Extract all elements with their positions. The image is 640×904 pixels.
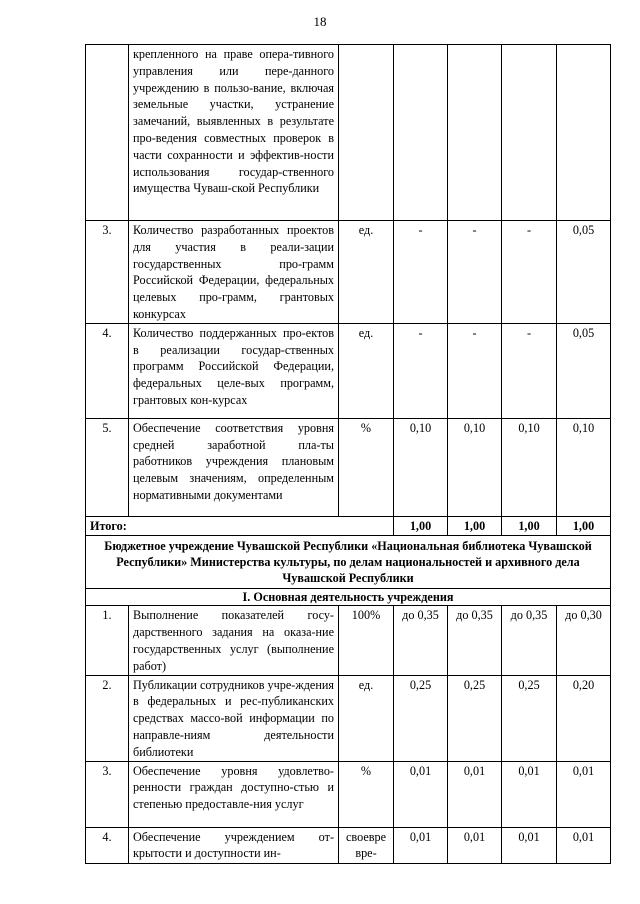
value-cell [394,45,448,221]
institution-heading-row [86,535,611,589]
page-number: 18 [313,14,327,29]
row-number: 3. [86,761,129,827]
table-row [86,827,611,863]
total-row [86,516,611,535]
table-row [86,323,611,418]
value-cell [557,45,611,221]
section-heading: I. Основная деятельность учреждения [86,589,611,606]
value-cell: 0,01 [394,761,448,827]
value-cell: - [394,221,448,324]
institution-heading: Бюджетное учреждение Чувашской Республики «Национальная библиотека Чувашской Республики» Министерства культуры, по делам национальностей и архивного дела Чувашской Республики [86,535,611,589]
table-row [86,418,611,516]
section-heading-row [86,589,611,606]
value-cell [502,45,557,221]
total-value: 1,00 [448,516,502,535]
criterion-name: Выполнение показателей госу-дарственного задания на оказа-ние государственных услуг (выполнение работ) [129,606,339,675]
value-cell: - [394,323,448,418]
table-row [86,675,611,761]
value-cell: 0,01 [394,827,448,863]
table-row [86,761,611,827]
unit-cell: своевре вре- [339,827,394,863]
value-cell: 0,25 [394,675,448,761]
row-number: 5. [86,418,129,516]
total-value: 1,00 [502,516,557,535]
value-cell: до 0,35 [502,606,557,675]
value-cell: 0,25 [448,675,502,761]
value-cell: 0,01 [557,761,611,827]
table-row [86,45,611,221]
total-value: 1,00 [557,516,611,535]
value-cell: - [448,221,502,324]
criteria-table [85,44,611,864]
criterion-name: Публикации сотрудников учре-ждения в федеральных и рес-публиканских средствах массо-вой информации по направле-ниям деятельности библиотеки [129,675,339,761]
criterion-name: Обеспечение соответствия уровня средней заработной пла-ты работников учреждения плановым целевым значениям, определенным нормативными документами [129,418,339,516]
unit-cell: % [339,761,394,827]
value-cell: 0,05 [557,323,611,418]
value-cell: 0,01 [557,827,611,863]
criterion-name: Количество поддержанных про-ектов в реализации государ-ственных программ Российской Федерации, федеральных целе-вых программ, грантовых кон-курсах [129,323,339,418]
row-number: 4. [86,827,129,863]
value-cell [448,45,502,221]
criterion-name: крепленного на праве опера-тивного управления или пере-данного учреждению в пользо-вание, включая земельные участки, устранение замечаний, выявленных в результате про-ведения совместных проверок в части сохранности и эффектив-ности использования государ-ственного имущества Чуваш-ской Республики [129,45,339,221]
value-cell: 0,10 [394,418,448,516]
value-cell: - [502,323,557,418]
table-row [86,606,611,675]
value-cell: - [448,323,502,418]
total-label: Итого: [86,516,394,535]
unit-cell: ед. [339,675,394,761]
value-cell: 0,25 [502,675,557,761]
total-value: 1,00 [394,516,448,535]
value-cell: 0,01 [448,827,502,863]
row-number [86,45,129,221]
value-cell: 0,20 [557,675,611,761]
row-number: 4. [86,323,129,418]
unit-cell: ед. [339,221,394,324]
value-cell: до 0,30 [557,606,611,675]
row-number: 1. [86,606,129,675]
unit-cell [339,45,394,221]
value-cell: 0,10 [448,418,502,516]
value-cell: до 0,35 [448,606,502,675]
unit-cell: ед. [339,323,394,418]
value-cell: до 0,35 [394,606,448,675]
value-cell: 0,10 [557,418,611,516]
row-number: 3. [86,221,129,324]
row-number: 2. [86,675,129,761]
value-cell: 0,05 [557,221,611,324]
value-cell: 0,10 [502,418,557,516]
unit-cell: 100% [339,606,394,675]
criterion-name: Обеспечение уровня удовлетво-ренности граждан доступно-стью и степенью предоставле-ния услуг [129,761,339,827]
criterion-name: Обеспечение учреждением от-крытости и доступности ин- [129,827,339,863]
value-cell: 0,01 [502,827,557,863]
value-cell: 0,01 [502,761,557,827]
criterion-name: Количество разработанных проектов для участия в реали-зации государственных про-грамм Российской Федерации, федеральных целевых про-грамм, грантовых конкурсах [129,221,339,324]
value-cell: 0,01 [448,761,502,827]
value-cell: - [502,221,557,324]
table-row [86,221,611,324]
unit-cell: % [339,418,394,516]
